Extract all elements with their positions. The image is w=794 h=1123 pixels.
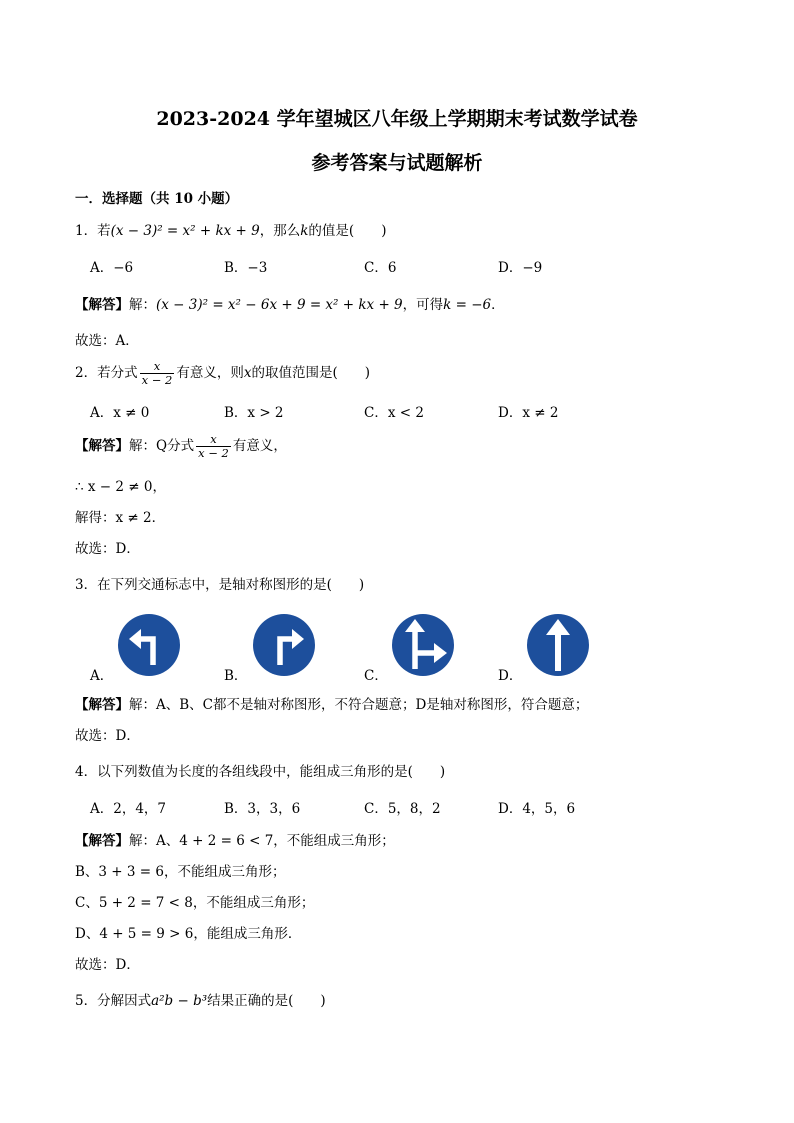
q2-option-b: B．x > 2 (224, 405, 284, 421)
q4-answer-line-1: 解：A、4 + 2 = 6 < 7，不能组成三角形； (129, 833, 395, 849)
q2-answer-line-2: ∴ x − 2 ≠ 0， (75, 479, 166, 495)
q4-option-b: B．3，3，6 (224, 801, 301, 817)
q2-stem-mid: 有意义，则 (176, 365, 244, 381)
q4-answer-line-3: C、5 + 2 = 7 < 8，不能组成三角形； (75, 895, 315, 911)
q1-answer-res: k = −6 (443, 297, 492, 313)
q1-stem-expr: (x − 3)² = x² + kx + 9 (110, 223, 260, 239)
q4-option-c: C．5，8，2 (364, 801, 441, 817)
q1-answer-mid: ，可得 (402, 297, 444, 313)
page-title: 2023-2024 学年望城区八年级上学期期末考试数学试卷 (156, 108, 638, 130)
q1-answer-pre: 解： (129, 297, 156, 313)
q1-stem-pre: 1．若 (75, 223, 111, 239)
q4-choice: 故选：D． (75, 957, 140, 973)
q2-answer-fraction (196, 433, 231, 460)
q2-answer-pre: 解：Q分式 (129, 438, 195, 454)
q1-stem-post: 的值是( ) (308, 223, 387, 239)
q3-answer-tag: 【解答】 (75, 697, 129, 713)
page-subtitle: 参考答案与试题解析 (311, 152, 483, 174)
q3-option-d-label: D． (498, 668, 523, 684)
section-heading: 一．选择题（共 10 小题） (75, 191, 239, 207)
q3-answer-text: 解：A、B、C都不是轴对称图形，不符合题意；D是轴对称图形，符合题意； (129, 697, 589, 713)
q1-option-d: D．−9 (498, 260, 543, 276)
q1-answer-tag: 【解答】 (75, 297, 129, 313)
question-4-stem: 4．以下列数值为长度的各组线段中，能组成三角形的是( ) (75, 764, 446, 780)
q4-answer-line-2: B、3 + 3 = 6，不能组成三角形； (75, 864, 286, 880)
q4-option-a: A．2，4，7 (90, 801, 167, 817)
q2-stem-var: x (243, 365, 252, 381)
q1-answer-end: ． (491, 297, 505, 313)
q2-option-c: C．x < 2 (364, 405, 424, 421)
q1-option-c: C．6 (364, 260, 397, 276)
q2-choice: 故选：D． (75, 541, 140, 557)
q2-answer-line-3: 解得：x ≠ 2． (75, 510, 166, 526)
question-3-stem: 3．在下列交通标志中，是轴对称图形的是( ) (75, 577, 365, 593)
q3-option-c-label: C． (364, 668, 388, 684)
q2-answer-frac-numerator: x (210, 432, 217, 446)
straight-or-right-sign-icon (391, 613, 455, 677)
q2-answer-frac-denominator: x − 2 (198, 446, 229, 460)
q1-choice: 故选：A． (75, 333, 139, 349)
q5-stem-post: 结果正确的是( ) (207, 993, 326, 1009)
question-1-stem (75, 222, 386, 240)
q4-answer-line-4: D、4 + 5 = 9 > 6，能组成三角形． (75, 926, 302, 942)
q2-frac-numerator: x (153, 359, 161, 373)
q2-fraction (140, 360, 175, 387)
turn-right-sign-icon (252, 613, 316, 677)
q1-answer-expr: (x − 3)² = x² − 6x + 9 = x² + kx + 9 (156, 297, 403, 313)
q1-answer (75, 296, 505, 314)
q5-stem-pre: 5．分解因式 (75, 993, 152, 1009)
q2-answer (75, 433, 287, 460)
q2-option-a: A．x ≠ 0 (90, 405, 150, 421)
q3-answer (75, 696, 588, 714)
q2-stem-pre: 2．若分式 (75, 365, 138, 381)
q1-stem-mid: ，那么 (259, 223, 301, 239)
q2-answer-tag: 【解答】 (75, 438, 129, 454)
straight-ahead-sign-icon (526, 613, 590, 677)
q2-option-d: D．x ≠ 2 (498, 405, 559, 421)
q3-choice: 故选：D． (75, 728, 140, 744)
q2-frac-denominator: x − 2 (141, 373, 173, 387)
q3-option-b-label: B． (224, 668, 248, 684)
q1-option-a: A．−6 (90, 260, 134, 276)
q2-answer-post: 有意义， (232, 438, 287, 454)
q1-stem-var: k (300, 223, 309, 239)
q4-answer-tag: 【解答】 (75, 833, 129, 849)
q1-option-b: B．−3 (224, 260, 268, 276)
q4-option-d: D．4，5，6 (498, 801, 576, 817)
question-5-stem (75, 992, 326, 1010)
q3-option-a-label: A． (90, 668, 114, 684)
q2-stem-post: 的取值范围是( ) (251, 365, 371, 381)
q4-answer (75, 832, 395, 850)
question-2-stem (75, 360, 370, 387)
q5-stem-expr: a²b − b³ (151, 993, 208, 1009)
turn-left-sign-icon (117, 613, 181, 677)
